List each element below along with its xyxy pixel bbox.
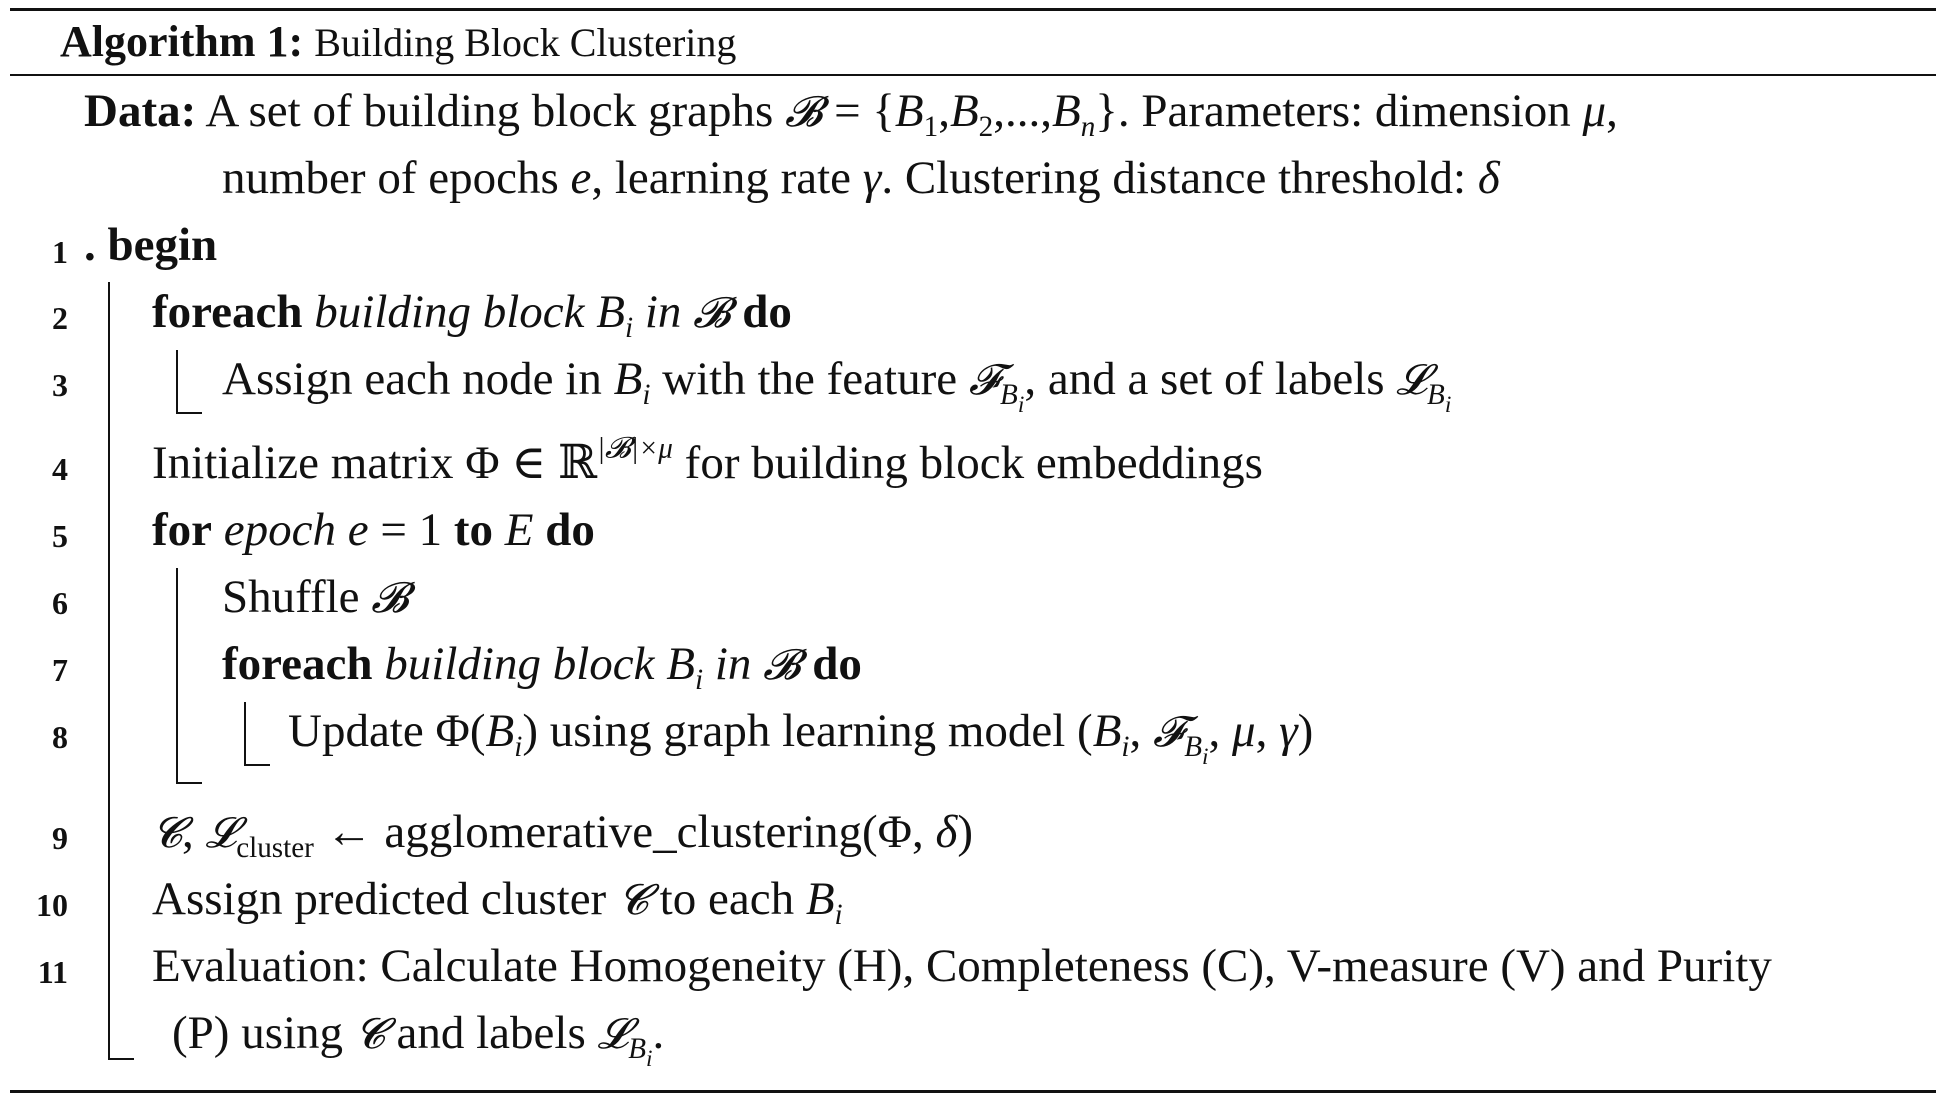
line-number-8: 8 [52, 719, 68, 755]
header-rule [10, 74, 1936, 76]
begin-block-end [108, 1058, 134, 1060]
for-block-end [176, 782, 202, 784]
line-number-10: 10 [36, 887, 68, 923]
line-number-4: 4 [52, 451, 68, 487]
line-1: . begin [84, 219, 218, 271]
algorithm-name: Algorithm 1: [60, 17, 304, 66]
line-10: Assign predicted cluster 𝓒 to each $B_i$ [152, 873, 843, 932]
inner-foreach-end [244, 764, 270, 766]
line-11b: (P) using 𝓒 and labels 𝓛$_{B_i}$. [172, 1007, 665, 1073]
line-number-3: 3 [52, 367, 68, 403]
line-4: Initialize matrix Φ ∈ ℝ$^{|𝓑|\times\mu}$ for building block embeddings [152, 432, 1263, 489]
top-rule [10, 8, 1936, 11]
line-6: Shuffle 𝓑 [222, 571, 409, 623]
line-8: Update $\Phi(B_i)$ using graph learning model ($B_i$, 𝓕$_{B_i}$, μ, γ) [288, 705, 1314, 771]
algorithm-header [60, 16, 736, 67]
line-3: Assign each node in $B_i$ with the feature 𝓕$_{B_i}$, and a set of labels 𝓛$_{B_i}$ [222, 353, 1452, 419]
algorithm-title: Building Block Clustering [314, 20, 737, 65]
line-number-11: 11 [37, 954, 68, 990]
line-number-1: 1 [52, 234, 68, 270]
line-number-9: 9 [52, 820, 68, 856]
line-number-7: 7 [52, 652, 68, 688]
begin-block-bar [108, 282, 110, 1060]
line-number-5: 5 [52, 518, 68, 554]
line-7: foreach building block $B_i$ in 𝓑 do [222, 638, 862, 697]
foreach-block-end [176, 412, 202, 414]
for-block-bar [176, 568, 178, 784]
line-2: foreach building block $B_i$ in 𝓑 do [152, 286, 792, 345]
inner-foreach-bar [244, 702, 246, 766]
bottom-rule [10, 1090, 1936, 1093]
data-line-2: number of epochs e, learning rate γ. Clustering distance threshold: δ [222, 152, 1500, 204]
line-5: for epoch e = 1 to E do [152, 504, 595, 556]
foreach-block-bar [176, 350, 178, 414]
line-number-2: 2 [52, 300, 68, 336]
line-number-6: 6 [52, 585, 68, 621]
line-11a: Evaluation: Calculate Homogeneity (H), Completeness (C), V-measure (V) and Purity [152, 940, 1772, 992]
line-9: 𝓒, 𝓛$_{cluster}$ ← agglomerative_clustering(Φ, δ) [152, 806, 974, 865]
data-line-1: Data: A set of building block graphs 𝓑 = $\{B_1,B_2,...,B_n\}$. Parameters: dimension μ, [84, 85, 1618, 144]
